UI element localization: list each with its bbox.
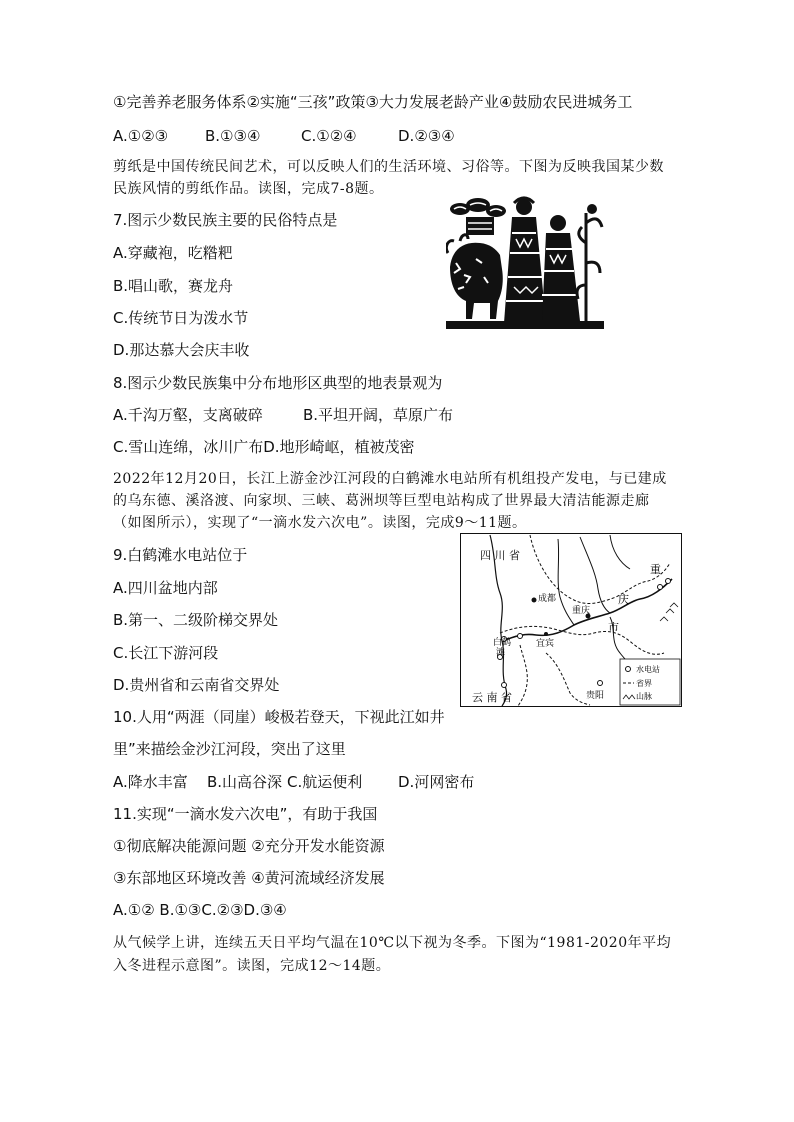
q6-option-b: B.①③④ xyxy=(205,127,261,145)
q7-option-b: B.唱山歌，赛龙舟 xyxy=(113,277,234,295)
q10-option-d: D.河网密布 xyxy=(398,773,475,791)
label-baihetan-1: 白鹤 xyxy=(493,638,512,648)
q8-option-b: B.平坦开阔，草原广布 xyxy=(303,406,454,424)
legend-station-label: 水电站 xyxy=(636,665,660,674)
q10-stem-line2: 里”来描绘金沙江河段，突出了这里 xyxy=(113,740,346,758)
q9-option-d: D.贵州省和云南省交界处 xyxy=(113,676,280,694)
intro-12-14-line2: 入冬进程示意图”。读图，完成12～14题。 xyxy=(113,958,391,974)
intro-9-11-line3: （如图所示），实现了“一滴水发六次电”。读图，完成9～11题。 xyxy=(113,515,527,531)
q11-options: A.①② B.①③C.②③D.③④ xyxy=(113,901,287,919)
q11-stem: 11.实现“一滴水发六次电”，有助于我国 xyxy=(113,805,378,823)
q6-option-d: D.②③④ xyxy=(398,127,455,145)
label-chongqing-2: 庆 xyxy=(618,593,629,606)
paper-cut-figure xyxy=(446,193,604,329)
label-yibin: 宜宾 xyxy=(536,639,555,649)
q10-option-c: C.航运便利 xyxy=(287,773,363,791)
q6-option-c: C.①②④ xyxy=(301,127,357,145)
label-chongqing-city: 重庆 xyxy=(572,606,591,616)
station-sanxia-icon xyxy=(658,585,663,590)
q10-stem-line1: 10.人用“两涯（同崖）峻极若登天，下视此江如井 xyxy=(113,708,445,726)
intro-9-11-line2: 的乌东德、溪洛渡、向家坝、三峡、葛洲坝等巨型电站构成了世界最大清洁能源走廊 xyxy=(113,493,650,509)
label-sichuan: 四 川 省 xyxy=(480,549,520,562)
label-chengdu: 成都 xyxy=(538,594,557,604)
q8-option-cd: C.雪山连绵，冰川广布D.地形崎岖，植被茂密 xyxy=(113,438,415,456)
label-chongqing-3: 市 xyxy=(608,621,619,634)
legend-station-icon xyxy=(626,667,631,672)
chengdu-dot xyxy=(532,598,537,603)
legend-border-label: 省界 xyxy=(636,679,652,688)
q7-option-d: D.那达慕大会庆丰收 xyxy=(113,341,250,359)
intro-7-8-line1: 剪纸是中国传统民间艺术，可以反映人们的生活环境、习俗等。下图为反映我国某少数 xyxy=(113,159,664,175)
q9-stem: 9.白鹤滩水电站位于 xyxy=(113,546,248,564)
q9-option-a: A.四川盆地内部 xyxy=(113,579,218,597)
label-guiyang: 贵阳 xyxy=(586,691,605,701)
station-gezhouba-icon xyxy=(666,579,671,584)
q10-option-b: B.山高谷深 xyxy=(207,773,283,791)
intro-12-14-line1: 从气候学上讲，连续五天日平均气温在10℃以下视为冬季。下图为“1981-2020年平均 xyxy=(113,935,672,951)
q11-statements-2: ③东部地区环境改善 ④黄河流域经济发展 xyxy=(113,869,385,887)
station-xiangjiaba-icon xyxy=(518,634,523,639)
intro-7-8-line2: 民族风情的剪纸作品。读图，完成7-8题。 xyxy=(113,181,384,197)
energy-corridor-map xyxy=(460,533,682,707)
yibin-dot xyxy=(544,632,548,636)
q6-statements: ①完善养老服务体系②实施“三孩”政策③大力发展老龄产业④鼓励农民进城务工 xyxy=(113,93,633,111)
q10-option-a: A.降水丰富 xyxy=(113,773,188,791)
q8-stem: 8.图示少数民族集中分布地形区典型的地表景观为 xyxy=(113,374,443,392)
q10-options xyxy=(113,772,474,792)
q11-statements-1: ①彻底解决能源问题 ②充分开发水能资源 xyxy=(113,837,385,855)
label-baihetan-2: 滩 xyxy=(496,648,506,658)
q8-option-a: A.千沟万壑，支离破碎 xyxy=(113,406,263,424)
q7-option-a: A.穿藏袍，吃糌粑 xyxy=(113,244,233,262)
legend-mountain-label: 山脉 xyxy=(636,692,652,701)
guiyang-dot xyxy=(598,681,603,686)
label-chongqing-1: 重 xyxy=(650,563,661,576)
label-yunnan: 云 南 省 xyxy=(472,691,512,704)
intro-9-11-line1: 2022年12月20日，长江上游金沙江河段的白鹤滩水电站所有机组投产发电，与已建成 xyxy=(113,471,667,487)
q6-options xyxy=(113,126,455,146)
q7-option-c: C.传统节日为泼水节 xyxy=(113,309,249,327)
station-wudongde-icon xyxy=(502,683,507,688)
q9-option-b: B.第一、二级阶梯交界处 xyxy=(113,611,279,629)
q9-option-c: C.长江下游河段 xyxy=(113,644,219,662)
q7-stem: 7.图示少数民族主要的民俗特点是 xyxy=(113,211,338,229)
q6-option-a: A.①②③ xyxy=(113,127,169,145)
